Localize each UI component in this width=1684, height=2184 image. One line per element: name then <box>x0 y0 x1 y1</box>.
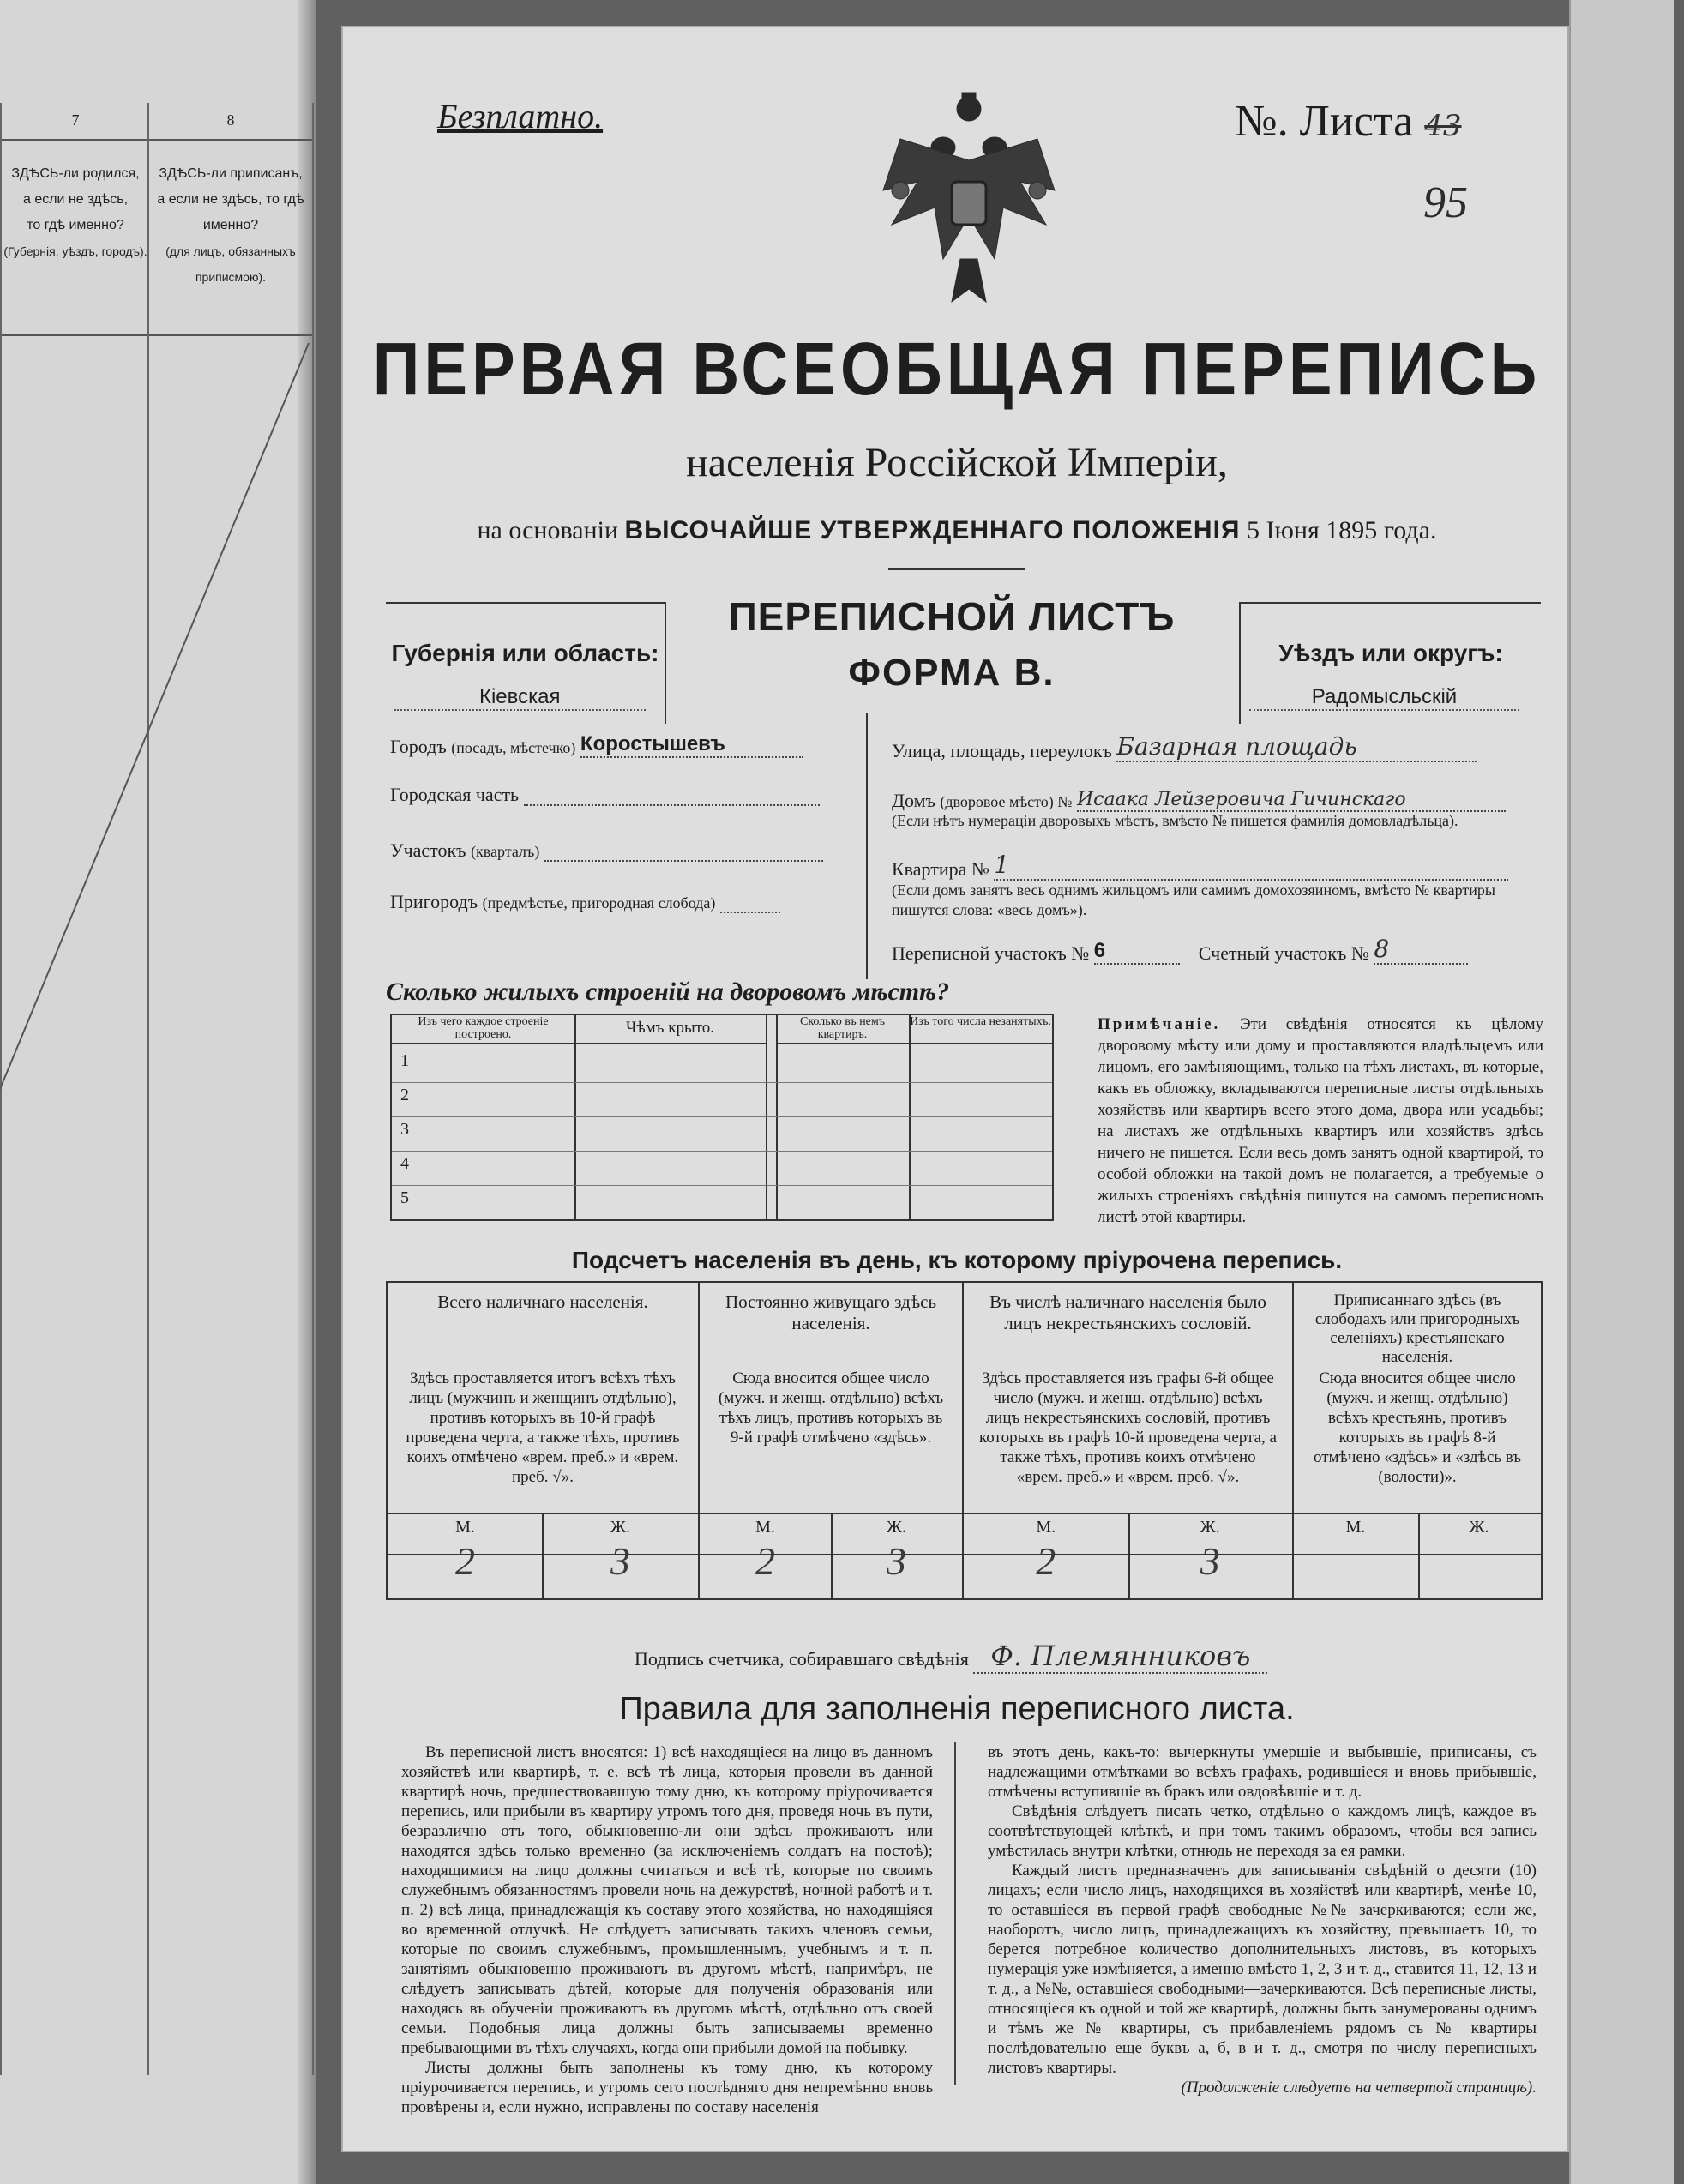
column-header-line: приписмою). <box>195 270 267 284</box>
population-col-desc: Сюда вносится общее число (мужч. и женщ. отдѣльно) всѣхъ крестьянъ, противъ которыхъ въ графѣ 8-й отмѣчено «здѣсь» и «здѣсь въ (волости)». <box>1313 1369 1522 1486</box>
buildings-row: 5 <box>400 1188 409 1207</box>
rules-divider <box>954 1742 956 2085</box>
buildings-col-apartments: Сколько въ немъ квартиръ. <box>776 1015 909 1044</box>
column-header-line: а если не здѣсь, то гдѣ <box>157 192 304 207</box>
divider <box>888 568 1025 570</box>
census-form-page <box>341 26 1569 2152</box>
male-count: 2 <box>1036 1539 1056 1583</box>
male-label: М. <box>1345 1518 1366 1537</box>
form-title: ПЕРВАЯ ВСЕОБЩАЯ ПЕРЕПИСЬ <box>372 327 1542 412</box>
rules-right-column <box>988 1742 1537 2097</box>
street-value: Базарная площадь <box>1116 732 1477 762</box>
buildings-col-material: Изъ чего каждое строеніе построено. <box>392 1015 574 1044</box>
column-header-line: а если не здѣсь, <box>22 192 129 207</box>
counting-area-label: Счетный участокъ № <box>1198 942 1369 964</box>
column-header-line: то гдѣ именно? <box>27 218 124 232</box>
column-7-number: 7 <box>71 111 80 129</box>
note-text: Эти свѣдѣнія относятся къ цѣлому дворовому мѣсту или дому и проставляются владѣльцемъ или лицомъ, его замѣняющимъ, только на тѣхъ листахъ, въ которые, какъ въ обложку, вкладываются переписные листы отдѣльныхъ хозяйствъ или квартиръ всего этого дома, двора или усадьбы; на листахъ же отдѣльныхъ квартиръ или хозяйствъ здѣсь ничего не пишется. Если весь домъ занятъ одной квартирой, то особой обложки на такой домъ не полагается, а требуемые о жилыхъ строеніяхъ свѣдѣнія пишутся на самомъ переписномъ листѣ этой квартиры. <box>1098 1015 1543 1226</box>
apartment-value: 1 <box>994 851 1508 881</box>
uezd-box <box>1239 602 1541 724</box>
house-label: Домъ <box>892 790 935 811</box>
column-header-line: ЗДѢСЬ-ли родился, <box>11 166 140 181</box>
free-label: Безплатно. <box>437 97 604 135</box>
house-field <box>892 789 1506 812</box>
suburb-field <box>390 889 780 913</box>
city-value: Коростышевъ <box>580 732 803 758</box>
buildings-row: 2 <box>400 1086 409 1104</box>
male-label: М. <box>1036 1518 1056 1537</box>
rules-left-column <box>401 1742 933 2117</box>
sheet-number-label: №. Листа <box>1235 97 1414 146</box>
column-8-number: 8 <box>226 111 235 129</box>
rules-paragraph: Свѣдѣнія слѣдуетъ писать четко, отдѣльно о каждомъ лицѣ, каждое въ соотвѣтствующей клѣткѣ, и при томъ такимъ образомъ, чтобы вся запись умѣстилась внутри клѣтки, отнюдь не переходя за ея рамки. <box>988 1802 1537 1860</box>
left-page-columns <box>0 103 316 2101</box>
male-count: 2 <box>455 1539 475 1583</box>
legal-basis <box>343 516 1571 545</box>
basis-decree: ВЫСОЧАЙШЕ УТВЕРЖДЕННАГО ПОЛОЖЕНІЯ <box>624 516 1241 544</box>
city-field <box>390 732 803 758</box>
population-table <box>386 1281 1543 1600</box>
street-field <box>892 732 1477 762</box>
city-label: Городъ <box>390 736 447 757</box>
column-header-line: ЗДѢСЬ-ли приписанъ, <box>159 166 303 181</box>
population-col-desc: Сюда вносится общее число (мужч. и женщ. отдѣльно) всѣхъ тѣхъ лицъ, противъ которыхъ въ 9-й графѣ отмѣчено «здѣсь». <box>718 1369 944 1447</box>
female-label: Ж. <box>1200 1518 1220 1537</box>
counting-area-value: 8 <box>1374 935 1468 965</box>
plot-note: (кварталъ) <box>471 843 540 860</box>
buildings-note <box>1098 1014 1543 1228</box>
population-col-desc: Здѣсь проставляется изъ графы 6-й общее число (мужч. и женщ. отдѣльно) всѣхъ лицъ некрестьянскихъ сословій, противъ которыхъ въ графѣ 10-й проведена черта, а также тѣхъ, противъ коихъ отмѣчено «врем. преб.» и «врем. преб. √». <box>979 1369 1277 1486</box>
plot-field <box>390 838 823 862</box>
city-note: (посадъ, мѣстечко) <box>451 739 576 756</box>
rules-continuation: (Продолженіе слѣдуетъ на четвертой страницѣ). <box>1181 2079 1537 2097</box>
signature-value: Ф. Племянниковъ <box>973 1640 1267 1674</box>
rules-paragraph: Каждый листъ предназначенъ для записыванія свѣдѣній о десяти (10) лицахъ; если число лицъ, находящихся въ хозяйствѣ или квартирѣ, менѣе 10, то оставшіеся въ первой графѣ свободные №№ зачеркиваются; если же, наоборотъ, число лицъ, принадлежащихъ къ хозяйству, превышаетъ 10, то берется потребное количество дополнительныхъ листовъ, въ которыхъ нумерація уже измѣняется, а именно вмѣсто 1, 2, 3 и т. д., ставится 11, 12, 13 и т. д., а №№, оставшіеся свободными—зачеркиваются. Всѣ переписные листы, относящіеся къ одной и той же квартирѣ, должны быть занумерованы однимъ и тѣмъ же № квартиры, съ прибавленіемъ рядомъ съ № квартиры послѣдовательно еще буквъ а, б, в и т. д., смотря по числу переписныхъ листовъ квартиры. <box>988 1862 1537 2077</box>
enumerator-signature <box>635 1640 1267 1672</box>
house-hint: (Если нѣтъ нумераціи дворовыхъ мѣстъ, вмѣсто № пишется фамилія домовладѣльца). <box>892 812 1458 829</box>
district-value <box>524 782 820 806</box>
form-name: ФОРМА В. <box>848 652 1056 694</box>
apartment-label: Квартира № <box>892 858 989 880</box>
buildings-row: 3 <box>400 1120 409 1139</box>
house-value: Исаака Лейзеровича Гичинскаго <box>1077 789 1506 812</box>
population-col-heading: Постоянно живущаго здѣсь населенія. <box>725 1291 937 1333</box>
form-subtitle: населенія Россійской Имперіи, <box>686 440 1228 485</box>
district-field <box>390 782 820 806</box>
buildings-table <box>390 1014 1054 1221</box>
female-label: Ж. <box>1469 1518 1489 1537</box>
address-divider <box>866 713 868 979</box>
gubernia-value: Кіевская <box>394 685 646 711</box>
cross-out-line <box>0 103 316 1132</box>
population-col-heading: Всего наличнаго населенія. <box>437 1291 648 1312</box>
left-page <box>0 0 316 2184</box>
buildings-row: 4 <box>400 1154 409 1173</box>
population-col-heading: Въ числѣ наличнаго населенія было лицъ некрестьянскихъ сословій. <box>989 1291 1266 1333</box>
plot-label: Участокъ <box>390 839 466 861</box>
buildings-row: 1 <box>400 1051 409 1070</box>
female-count: 3 <box>610 1539 630 1583</box>
census-area-value: 6 <box>1094 939 1180 965</box>
apartment-field <box>892 851 1508 881</box>
rules-paragraph: Въ переписной листъ вносятся: 1) всѣ находящіеся на лицо въ данномъ хозяйствѣ или квартирѣ, т. е. всѣ тѣ лица, которыя провели въ данной квартирѣ ночь, предшествовавшую тому дню, къ которому пріурочивается перепись, или прибыли въ квартиру утромъ того дня, проведя ночь въ пути, безразлично отъ того, обыкновенно-ли они здѣсь проживаютъ или находятся здѣсь только временно (за исключеніемъ солдатъ на постоѣ); находящимися на лицо должны считаться и всѣ тѣ, которые по своимъ служебнымъ обязанностямъ провели ночь на дежурствѣ, ночной работѣ и т. п. 2) всѣ лица, принадлежащія къ составу этого хозяйства, но находящіяся во временной отлучкѣ. Не слѣдуетъ записывать такихъ членовъ семьи, которые по своимъ служебнымъ, промышленнымъ, учебнымъ и т. п. занятіямъ обыкновенно проживаютъ въ другомъ мѣстѣ, напримѣръ, не слѣдуетъ записывать дѣтей, которые для полученія образованія или находясь въ обученіи проживаютъ въ другомъ мѣстѣ, отдѣльно отъ своей семьи. Подобныя лица должны быть записываемы временно пребывающими въ тѣхъ случаяхъ, когда они прибыли домой на побывку. <box>401 1743 933 2057</box>
apartment-hint: (Если домъ занятъ весь однимъ жильцомъ или самимъ домохозяиномъ, вмѣсто № квартиры пишутся слова: «весь домъ»). <box>892 881 1495 918</box>
population-col-heading: Приписаннаго здѣсь (въ слободахъ или пригородныхъ селеніяхъ) крестьянскаго населенія. <box>1314 1291 1520 1366</box>
imperial-eagle-icon <box>866 87 1072 319</box>
population-title: Подсчетъ населенія въ день, къ которому пріурочена перепись. <box>571 1247 1343 1273</box>
rules-paragraph: Листы должны быть заполнены къ тому дню, къ которому пріурочивается перепись, и утромъ сего послѣдняго дня непремѣнно вновь провѣрены и, если нужно, исправлены по составу населенія <box>401 2059 933 2116</box>
column-header-line: (Губернія, уѣздъ, городъ). <box>3 244 147 258</box>
female-count: 3 <box>1200 1539 1220 1583</box>
signature-label: Подпись счетчика, собиравшаго свѣдѣнія <box>635 1648 969 1670</box>
gubernia-label: Губернія или область: <box>391 640 659 666</box>
basis-prefix: на основаніи <box>477 516 619 544</box>
population-col-peasant <box>1292 1283 1541 1598</box>
handwritten-page-number: 95 <box>1423 178 1468 227</box>
population-col-permanent <box>698 1283 962 1598</box>
female-label: Ж. <box>610 1518 630 1537</box>
uezd-label: Уѣздъ или округъ: <box>1278 640 1503 666</box>
buildings-col-roof: Чѣмъ крыто. <box>574 1015 766 1044</box>
sheet-number <box>1235 96 1462 147</box>
column-header-line: именно? <box>202 218 259 232</box>
underlying-pages <box>1569 0 1674 2184</box>
population-col-nonpeasant <box>962 1283 1292 1598</box>
census-area-label: Переписной участокъ № <box>892 942 1090 964</box>
basis-date: 5 Іюня 1895 года. <box>1246 516 1437 544</box>
rules-paragraph: въ этотъ день, какъ-то: вычеркнуты умершіе и выбывшіе, приписаны, съ надлежащими отмѣтками во всѣхъ графахъ, родившіеся и вновь прибывшіе, отмѣчены вступившіе въ бракъ или овдовѣвшіе и т. д. <box>988 1743 1537 1801</box>
uezd-value: Радомысльскій <box>1249 685 1519 711</box>
rules-title: Правила для заполненія переписного листа. <box>619 1691 1295 1727</box>
census-area-field <box>892 935 1468 965</box>
buildings-col-vacant: Изъ того числа незанятыхъ. <box>909 1015 1052 1044</box>
sheet-heading: ПЕРЕПИСНОЙ ЛИСТЪ <box>728 594 1176 639</box>
female-count: 3 <box>887 1539 906 1583</box>
male-count: 2 <box>755 1539 775 1583</box>
house-note: (дворовое мѣсто) № <box>940 793 1073 810</box>
column-header-line: (для лицъ, обязанныхъ <box>165 244 296 258</box>
male-label: М. <box>455 1518 475 1537</box>
population-col-present <box>388 1283 698 1598</box>
street-label: Улица, площадь, переулокъ <box>892 740 1112 761</box>
sheet-number-value: 43 <box>1424 109 1462 143</box>
note-label: Примѣчаніе. <box>1098 1015 1221 1033</box>
suburb-note: (предмѣстье, пригородная слобода) <box>482 894 716 912</box>
gubernia-box <box>386 602 666 724</box>
buildings-question: Сколько жилыхъ строеній на дворовомъ мѣстѣ? <box>386 978 950 1006</box>
female-label: Ж. <box>887 1518 906 1537</box>
population-col-desc: Здѣсь проставляется итогъ всѣхъ тѣхъ лицъ (мужчинъ и женщинъ отдѣльно), противъ которыхъ въ 10-й графѣ проведена черта, а также тѣхъ, противъ коихъ отмѣчено «врем. преб.» и «врем. преб. √». <box>406 1369 680 1486</box>
male-label: М. <box>755 1518 775 1537</box>
district-label: Городская часть <box>390 784 520 805</box>
suburb-label: Пригородъ <box>390 891 478 912</box>
